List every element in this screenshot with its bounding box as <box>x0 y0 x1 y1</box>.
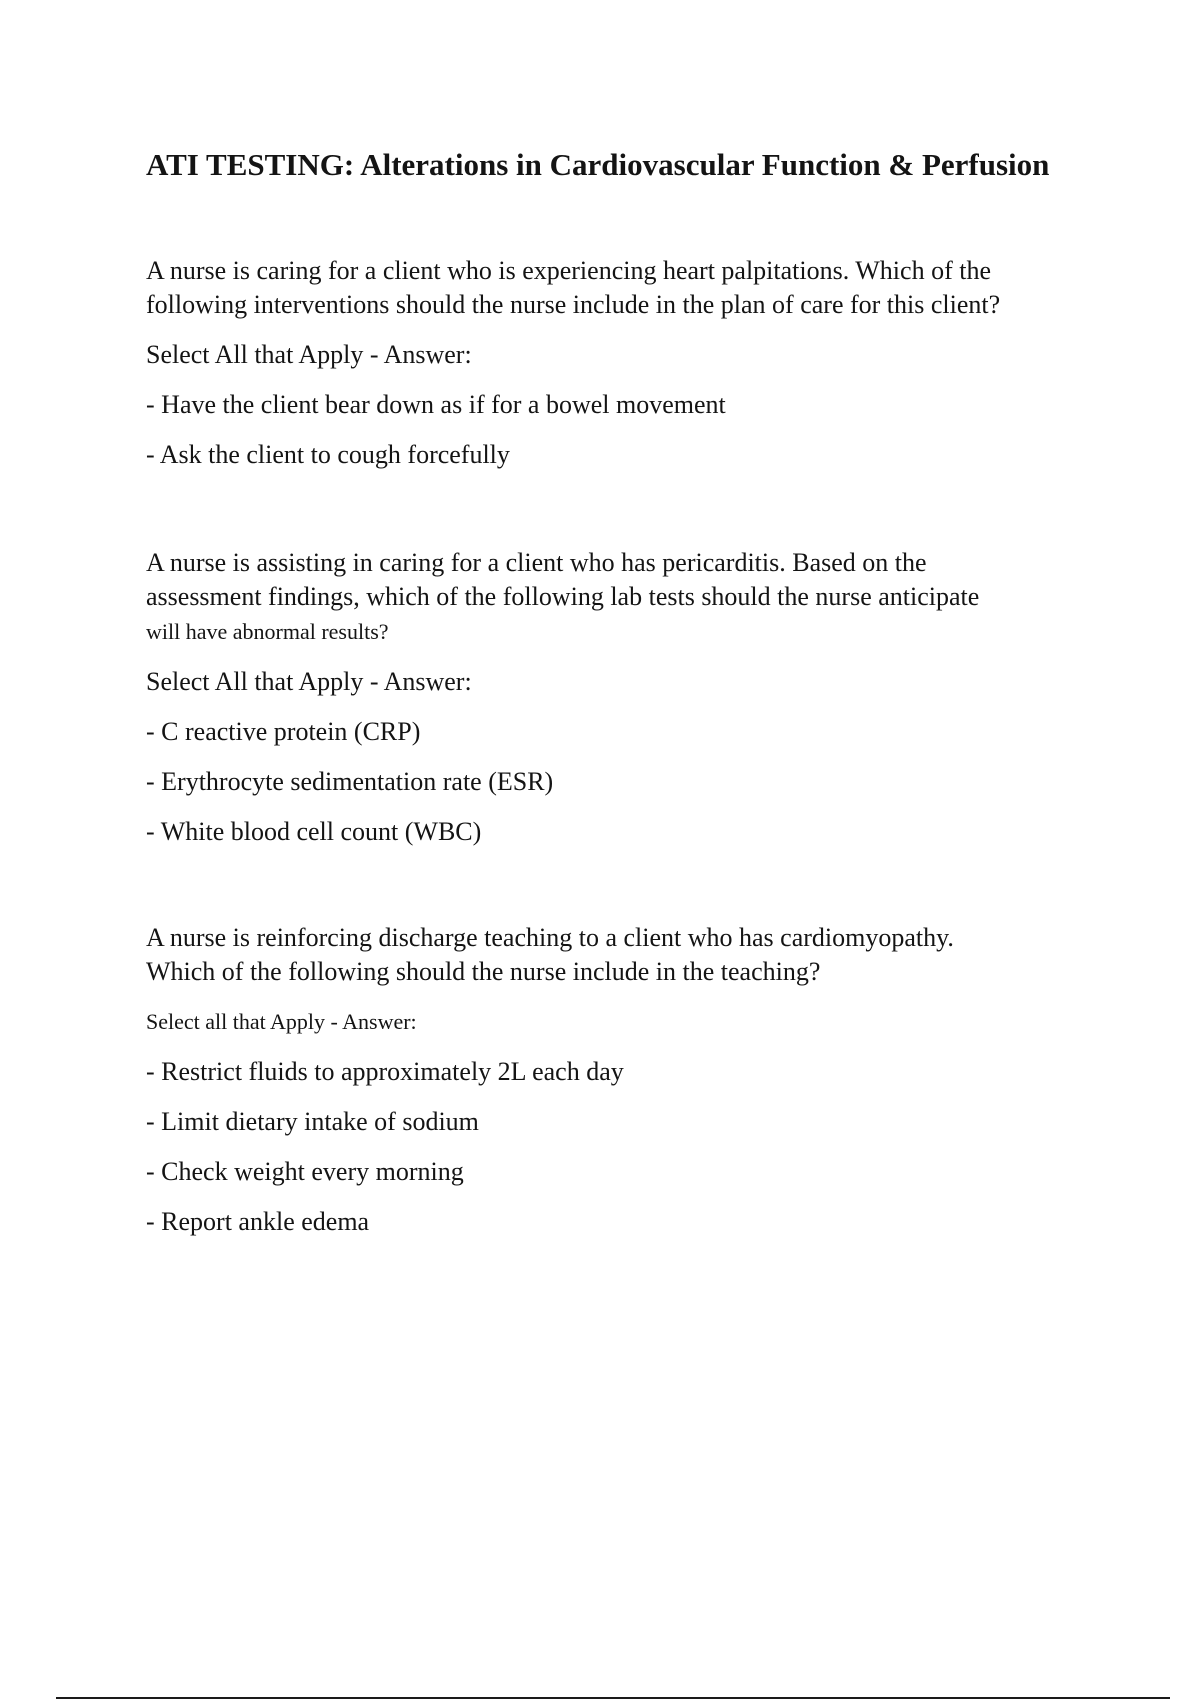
question-2-text <box>146 546 1086 649</box>
question-1-answer-label: Select All that Apply - Answer: <box>146 340 472 369</box>
question-3-answer-label: Select all that Apply - Answer: <box>146 1009 417 1034</box>
question-2-line-2: assessment findings, which of the following lab tests should the nurse anticipate <box>146 582 980 611</box>
answer-item: - C reactive protein (CRP) <box>146 715 1086 749</box>
document-title: ATI TESTING: Alterations in Cardiovascular Function & Perfusion <box>146 147 1050 182</box>
answer-item: - Restrict fluids to approximately 2L each day <box>146 1055 1086 1089</box>
question-1-line-2: following interventions should the nurse include in the plan of care for this client? <box>146 290 1001 319</box>
question-3-text <box>146 921 1086 989</box>
footer-divider <box>56 1697 1170 1699</box>
question-2-answer-label: Select All that Apply - Answer: <box>146 667 472 696</box>
answer-item: - Have the client bear down as if for a bowel movement <box>146 388 1086 422</box>
answer-item: - White blood cell count (WBC) <box>146 815 1086 849</box>
question-2 <box>146 546 1086 849</box>
question-1-answer-list <box>146 388 1086 472</box>
answer-item: - Ask the client to cough forcefully <box>146 438 1086 472</box>
question-1-line-1: A nurse is caring for a client who is experiencing heart palpitations. Which of the <box>146 256 991 285</box>
question-3-answer-list <box>146 1055 1086 1239</box>
answer-item: - Erythrocyte sedimentation rate (ESR) <box>146 765 1086 799</box>
answer-item: - Report ankle edema <box>146 1205 1086 1239</box>
question-3-line-2: Which of the following should the nurse include in the teaching? <box>146 957 821 986</box>
question-2-line-1: A nurse is assisting in caring for a client who has pericarditis. Based on the <box>146 548 927 577</box>
answer-item: - Limit dietary intake of sodium <box>146 1105 1086 1139</box>
question-3-line-1: A nurse is reinforcing discharge teaching to a client who has cardiomyopathy. <box>146 923 954 952</box>
answer-item: - Check weight every morning <box>146 1155 1086 1189</box>
question-2-answer-list <box>146 715 1086 849</box>
question-3 <box>146 921 1086 1239</box>
question-1 <box>146 254 1086 472</box>
question-1-text <box>146 254 1086 322</box>
question-2-line-3: will have abnormal results? <box>146 619 389 644</box>
